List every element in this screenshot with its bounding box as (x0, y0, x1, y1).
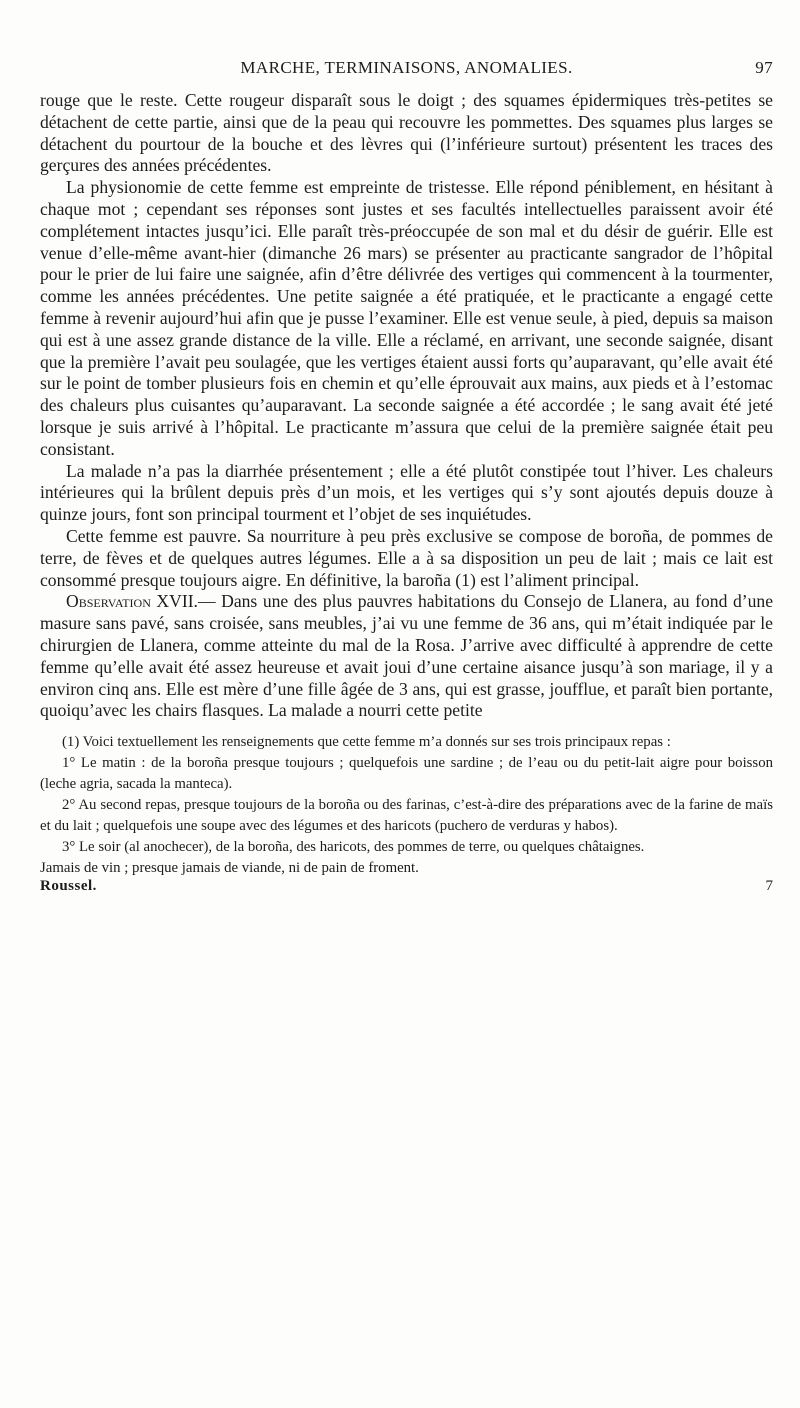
running-title: MARCHE, TERMINAISONS, ANOMALIES. (240, 58, 573, 77)
footnote: 1° Le matin : de la boroña presque toujours ; quelquefois une sardine ; de l’eau ou du petit-lait aigre pour boisson (leche agria, sacada la manteca). (40, 755, 773, 792)
observation-text: — Dans une des plus pauvres habitations du Consejo de Llanera, au fond d’une masure sans pavé, sans croisée, sans meubles, j’ai vu une femme de 36 ans, qui m’était indiquée par le chirurgien de Llanera, comme atteinte du mal de la Rosa. J’arrive avec difficulté à apprendre de cette femme qu’elle avait été assez heureuse et avait joui d’une certaine aisance jusqu’à son mariage, il y a environ cinq ans. Elle est mère d’une fille âgée de 3 ans, qui est grasse, joufflue, et paraît bien portante, quoiqu’avec les chairs flasques. La malade a nourri cette petite (40, 591, 774, 721)
footnote: 2° Au second repas, presque toujours de la boroña ou des farinas, c’est-à-dire des préparations avec de la farine de maïs et du lait ; quelquefois une soupe avec des légumes et des haricots (puchero de verduras y habos). (40, 796, 773, 834)
paragraph: rouge que le reste. Cette rougeur disparaît sous le doigt ; des squames épidermiques très-petites se détachent de cette partie, ainsi que de la peau qui recouvre les pommettes. Des squames plus larges se détachent du pourtour de la bouche et des lèvres qui (l’inférieure surtout) présentent les traces des gerçures des années précédentes. (40, 90, 773, 176)
paragraph: La physionomie de cette femme est empreinte de tristesse. Elle répond péniblement, en hésitant à chaque mot ; cependant ses réponses sont justes et ses facultés intellectuelles paraissent avoir été complétement intactes jusqu’ici. Elle paraît très-préoccupée de son mal et du désir de guérir. Elle est venue d’elle-même avant-hier (dimanche 26 mars) se présenter au practicante sangrador de l’hôpital pour le prier de lui faire une saignée, afin d’être délivrée des vertiges qui commencent à la tourmenter, comme les années précédentes. Une petite saignée a été pratiquée, et le practicante a engagé cette femme à revenir aujourd’hui afin que je pusse l’examiner. Elle est venue seule, à pied, depuis sa maison qui est à une assez grande distance de la ville. Elle a réclamé, en arrivant, une seconde saignée, disant que la première l’avait peu soulagée, que les vertiges étaient aussi forts qu’auparavant, qu’elle avait été sur le point de tomber plusieurs fois en chemin et qu’elle éprouvait aux mains, aux pieds et à l’estomac des chaleurs plus cuisantes qu’auparavant. La seconde saignée a été accordée ; le sang avait été jeté lorsque je suis arrivé à l’hôpital. Le practicante m’assura que celui de la première saignée était peu consistant. (40, 177, 773, 459)
page-footer (40, 878, 773, 900)
page-number: 97 (755, 58, 773, 77)
observation-label: Observation XVII. (66, 591, 198, 612)
footnote: (1) Voici textuellement les renseignements que cette femme m’a donnés sur ses trois principaux repas : (62, 734, 671, 751)
sheet-number: 7 (765, 878, 773, 895)
document-page (40, 58, 773, 900)
observation-paragraph (40, 591, 773, 722)
footnote: Jamais de vin ; presque jamais de viande, ni de pain de froment. (40, 859, 419, 876)
running-header (40, 58, 773, 82)
paragraph: La malade n’a pas la diarrhée présentement ; elle a été plutôt constipée tout l’hiver. Les chaleurs intérieures qui la brûlent depuis près d’un mois, et les vertiges qui s’y sont ajoutés depuis douze à quinze jours, font son principal tourment et l’objet de ses inquiétudes. (40, 460, 773, 525)
main-text (40, 90, 773, 722)
footnote: 3° Le soir (al anochecer), de la boroña, des haricots, des pommes de terre, ou quelques châtaignes. (62, 838, 645, 855)
paragraph: Cette femme est pauvre. Sa nourriture à peu près exclusive se compose de boroña, de pommes de terre, de fèves et de quelques autres légumes. Elle a à sa disposition un peu de lait ; mais ce lait est consommé presque toujours aigre. En définitive, la baroña (1) est l’aliment principal. (40, 525, 773, 590)
footnotes (40, 732, 773, 878)
printer-signature: Roussel. (40, 878, 97, 895)
